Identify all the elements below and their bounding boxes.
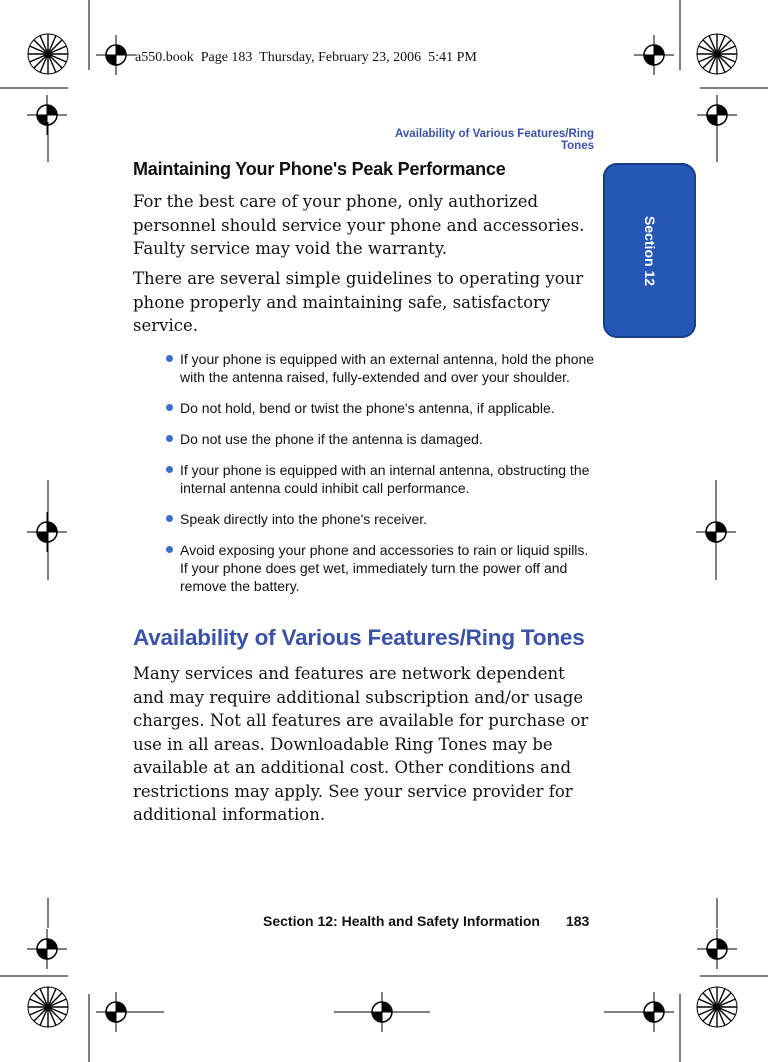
crop-mark [604, 1011, 634, 1013]
crop-mark [679, 994, 681, 1062]
list-item-text: Do not hold, bend or twist the phone's antenna, if applicable. [180, 400, 555, 416]
starburst-mark [27, 986, 69, 1028]
starburst-mark [27, 33, 69, 75]
crosshair-mark [96, 992, 136, 1032]
print-header: a550.book Page 183 Thursday, February 23, 2006 5:41 PM [135, 50, 477, 65]
starburst-mark [696, 33, 738, 75]
crop-mark [700, 975, 768, 977]
list-item [166, 399, 598, 417]
availability-heading: Availability of Various Features/Ring Tones [133, 625, 585, 650]
list-item-text: Do not use the phone if the antenna is damaged. [180, 431, 483, 447]
crop-mark [715, 480, 717, 580]
crop-mark [402, 1011, 430, 1013]
crosshair-mark [362, 992, 402, 1032]
list-item-text: If your phone is equipped with an external antenna, hold the phone with the antenna raised, fully-extended and over your shoulder. [180, 351, 595, 385]
footer-section-title: Section 12: Health and Safety Information [263, 913, 540, 929]
bullet-icon [166, 546, 173, 553]
list-item-text: If your phone is equipped with an internal antenna, obstructing the internal antenna could inhibit call performance. [180, 462, 590, 496]
availability-paragraph: Many services and features are network dependent and may require additional subscription and/or usage charges. Not all features are available for purchase or use in all areas. Downloadable Ring Tones may be available at an additional cost. Other conditions and restrictions may apply. See your service provider for additional information. [133, 664, 589, 824]
crop-mark [716, 122, 718, 162]
bullet-icon [166, 515, 173, 522]
page-footer [263, 913, 589, 929]
crosshair-mark [27, 929, 67, 969]
crosshair-mark [697, 929, 737, 969]
crop-mark [88, 0, 90, 70]
crop-mark [0, 87, 68, 89]
crop-mark [134, 1011, 164, 1013]
section-tab [603, 163, 696, 338]
paragraph: There are several simple guidelines to operating your phone properly and maintaining safe, satisfactory service. [133, 269, 584, 335]
section-heading: Maintaining Your Phone's Peak Performance [133, 159, 506, 179]
bullet-icon [166, 404, 173, 411]
crosshair-mark [634, 35, 674, 75]
list-item [166, 541, 598, 595]
list-item [166, 510, 598, 528]
guideline-list [166, 350, 598, 608]
paragraph: For the best care of your phone, only authorized personnel should service your phone and accessories. Faulty service may void the warranty. [133, 192, 585, 258]
page-number: 183 [565, 913, 590, 929]
bullet-icon [166, 435, 173, 442]
list-item [166, 350, 598, 386]
crosshair-mark [96, 35, 136, 75]
list-item [166, 461, 598, 497]
list-item-text: Speak directly into the phone's receiver. [180, 511, 428, 527]
list-item [166, 430, 598, 448]
starburst-mark [696, 986, 738, 1028]
bullet-icon [166, 355, 173, 362]
section-tab-label: Section 12 [641, 215, 658, 286]
crosshair-mark [634, 992, 674, 1032]
bullet-icon [166, 466, 173, 473]
crop-mark [0, 975, 68, 977]
crop-mark [47, 122, 49, 162]
crop-mark [679, 0, 681, 70]
crop-mark [334, 1011, 362, 1013]
crop-mark [700, 87, 768, 89]
crop-mark [47, 898, 49, 928]
list-item-text: Avoid exposing your phone and accessories to rain or liquid spills. If your phone does get wet, immediately turn the power off and remove the battery. [180, 542, 589, 594]
crop-mark [47, 480, 49, 580]
crop-mark [88, 994, 90, 1062]
running-head: Availability of Various Features/Ring Tones [395, 128, 594, 152]
crop-mark [716, 898, 718, 928]
